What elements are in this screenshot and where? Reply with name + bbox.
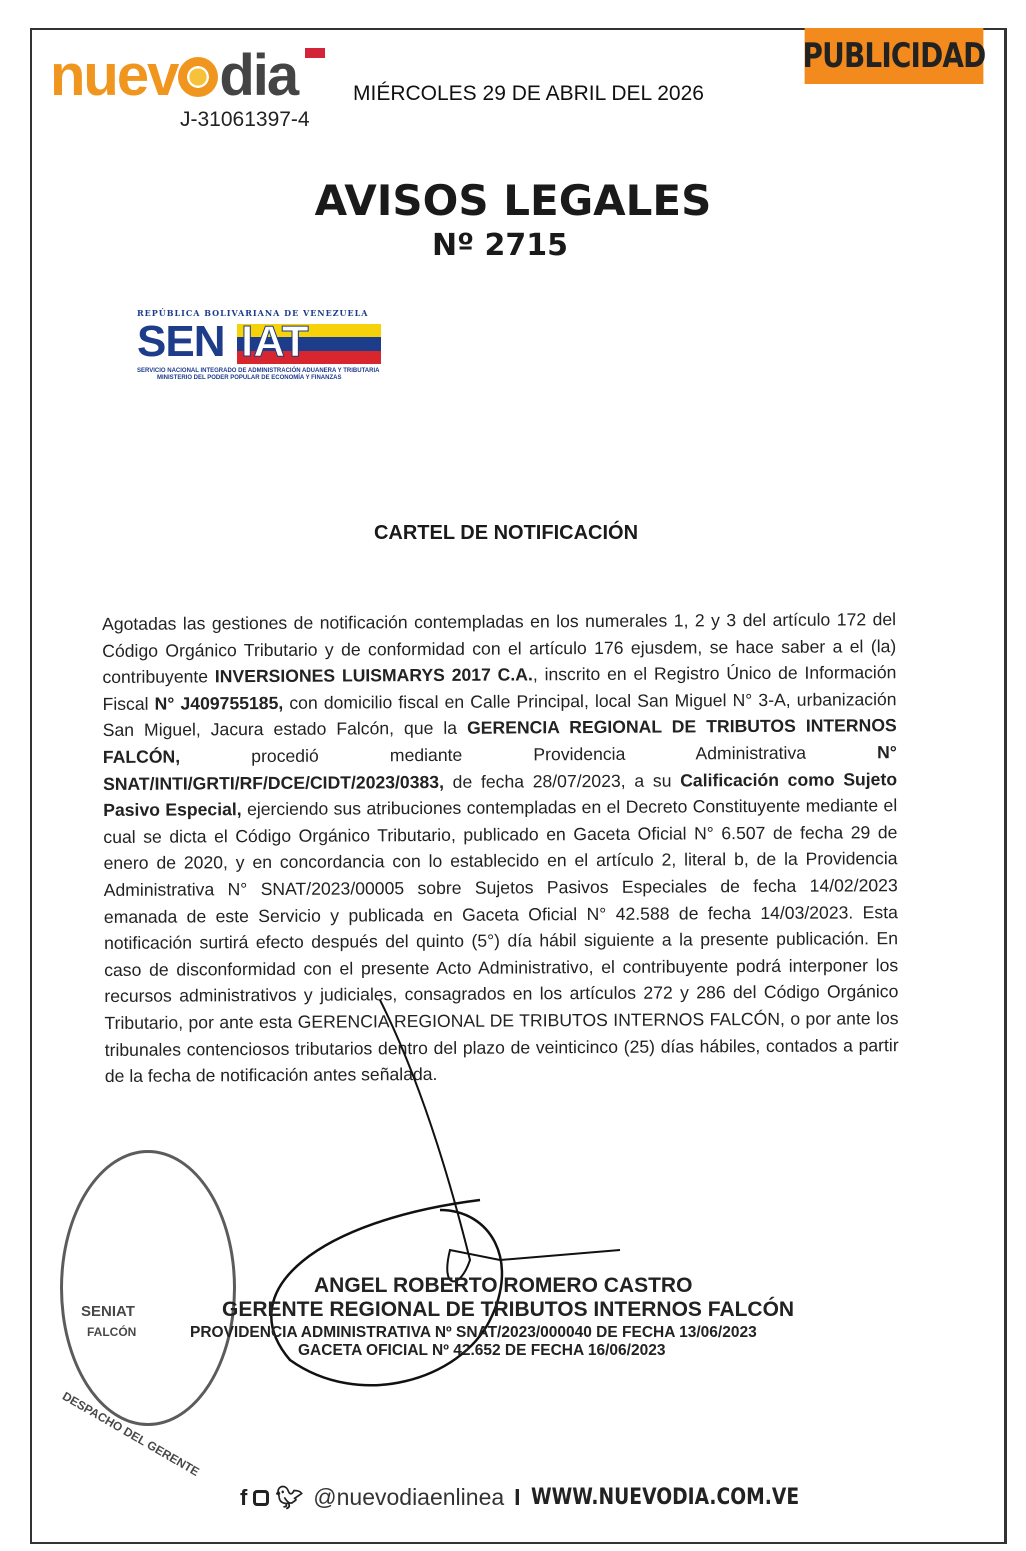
signer-position: GERENTE REGIONAL DE TRIBUTOS INTERNOS FALCÓN xyxy=(222,1298,795,1321)
website-url: WWW.NUEVODIA.COM.VE xyxy=(530,1485,799,1510)
providencia-reference: PROVIDENCIA ADMINISTRATIVA Nº SNAT/2023/000040 DE FECHA 13/06/2023 xyxy=(190,1324,757,1341)
official-stamp: SENIAT FALCÓN DESPACHO DEL GERENTE xyxy=(60,1150,236,1426)
page-title: AVISOS LEGALES xyxy=(314,176,712,225)
seniat-logo: REPÚBLICA BOLIVARIANA DE VENEZUELA SEN IAT SERVICIO NACIONAL INTEGRADO DE ADMINISTRACIÓN ADUANERA Y TRIBUTARIA MINISTERIO DEL PODER POPULAR DE ECONOMÍA Y FINANZAS xyxy=(137,308,380,381)
rif-number: J-31061397-4 xyxy=(180,108,310,131)
facebook-icon: f xyxy=(240,1484,248,1510)
twitter-icon: 🐦︎ xyxy=(275,1484,304,1510)
signer-name: ANGEL ROBERTO ROMERO CASTRO xyxy=(314,1274,693,1297)
nuevo-dia-logo: nuev dia xyxy=(50,46,297,106)
sun-icon xyxy=(178,57,218,97)
signature-block xyxy=(150,1274,850,1360)
instagram-icon xyxy=(253,1490,269,1506)
gaceta-reference: GACETA OFICIAL Nº 42.652 DE FECHA 16/06/2023 xyxy=(298,1342,666,1359)
publicidad-badge: PUBLICIDAD xyxy=(805,28,984,84)
publication-date: MIÉRCOLES 29 DE ABRIL DEL 2026 xyxy=(353,82,704,105)
notice-body: Agotadas las gestiones de notificación contempladas en los numerales 1, 2 y 3 del artículo 172 del Código Orgánico Tributario y de conformidad con el artículo 176 ejusdem, se hace saber a el (la) contribuyente INVERSIONES LUISMARYS 2017 C.A., inscrito en el Registro Único de Información Fiscal N° J409755185, con domicilio fiscal en Calle Principal, local San Miguel N° 3-A, urbanización San Miguel, Jacura estado Falcón, que la GERENCIA REGIONAL DE TRIBUTOS INTERNOS FALCÓN, procedió mediante Providencia Administrativa N° SNAT/INTI/GRTI/RF/DCE/CIDT/2023/0383, de fecha 28/07/2023, a su Calificación como Sujeto Pasivo Especial, ejerciendo sus atribuciones contempladas en el Decreto Constituyente mediante el cual se dicta el Código Orgánico Tributario, publicado en Gaceta Oficial N° 6.507 de fecha 29 de enero de 2020, y en concordancia con lo establecido en el artículo 2, literal b, de la Providencia Administrativa N° SNAT/2023/00005 sobre Sujetos Pasivos Especiales de fecha 14/02/2023 emanada de este Servicio y publicada en Gaceta Oficial N° 42.588 de fecha 14/03/2023. Esta notificación surtirá efecto después del quinto (5°) día hábil siguiente a la presente publicación. En caso de disconformidad con el presente Acto Administrativo, el contribuyente podrá interponer los recursos administrativos y judiciales, consagrados en los artículos 272 y 286 del Código Orgánico Tributario, por ante esta GERENCIA REGIONAL DE TRIBUTOS INTERNOS FALCÓN, o por ante los tribunales contenciosos tributarios dentro del plazo de veinticinco (25) días hábiles, contados a partir de la fecha de notificación antes señalada. xyxy=(102,609,899,1087)
issue-number: Nº 2715 xyxy=(432,228,568,263)
notice-heading: CARTEL DE NOTIFICACIÓN xyxy=(373,522,639,544)
footer: f 🐦︎ @nuevodiaenlinea I WWW.NUEVODIA.COM.VE xyxy=(240,1484,799,1510)
social-handle: @nuevodiaenlinea xyxy=(313,1484,505,1510)
